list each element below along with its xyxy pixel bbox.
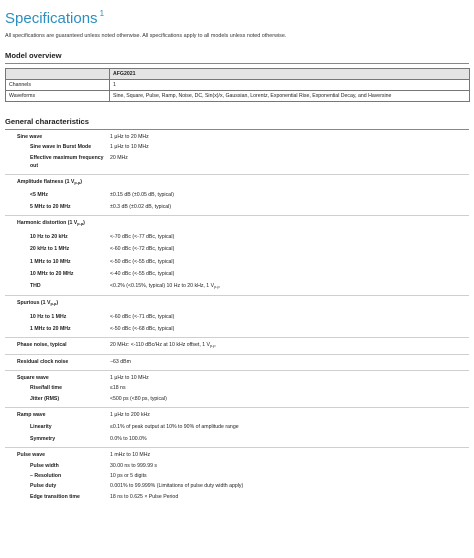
spec-label: THD bbox=[30, 283, 41, 290]
subscript: p-p bbox=[77, 222, 84, 227]
spec-row bbox=[5, 423, 469, 431]
spec-value: 0.0% to 100.0% bbox=[110, 436, 147, 443]
table-cell-label: Waveforms bbox=[6, 91, 110, 102]
table-header-blank bbox=[6, 69, 110, 80]
table-row bbox=[6, 91, 470, 102]
spec-section-title-end: ) bbox=[56, 300, 59, 307]
spec-row bbox=[5, 245, 469, 253]
spec-label: Ramp wave bbox=[17, 411, 46, 418]
spec-value bbox=[110, 341, 469, 350]
spec-value: <-50 dBc (<-55 dBc, typical) bbox=[110, 258, 175, 265]
spec-row bbox=[5, 233, 469, 241]
spec-label: 1 MHz to 10 MHz bbox=[30, 258, 71, 265]
spec-section-title-text: Harmonic distortion (1 V bbox=[17, 220, 78, 227]
spec-label: Sine wave bbox=[17, 134, 43, 140]
spec-row bbox=[5, 313, 469, 321]
model-overview-table bbox=[5, 68, 470, 102]
spec-value: <-50 dBc (<-68 dBc, typical) bbox=[110, 326, 175, 333]
spec-row bbox=[5, 143, 469, 151]
spec-row bbox=[5, 325, 469, 333]
spec-section-clock-noise bbox=[5, 355, 469, 371]
spec-value: ≤18 ns bbox=[110, 385, 126, 392]
spec-row bbox=[5, 451, 469, 459]
spec-value: ≤0.1% of peak output at 10% to 90% of amplitude range bbox=[110, 424, 239, 431]
spec-row bbox=[5, 258, 469, 266]
spec-section-ramp bbox=[5, 408, 469, 449]
spec-label: 10 MHz to 20 MHz bbox=[30, 270, 74, 277]
table-cell-value: 1 bbox=[110, 80, 470, 91]
spec-row bbox=[5, 374, 469, 382]
spec-label-line: out bbox=[30, 162, 39, 169]
spec-value: 1 μHz to 10 MHz bbox=[110, 375, 149, 382]
spec-label: 1 MHz to 20 MHz bbox=[30, 326, 71, 333]
spec-section-phase-noise bbox=[5, 338, 469, 355]
spec-section-title-text: Amplitude flatness (1 V bbox=[17, 178, 75, 185]
spec-section-square bbox=[5, 371, 469, 408]
spec-value-text: <0.2% (<0.15%, typical) 10 Hz to 20 kHz, 1 V bbox=[110, 283, 215, 290]
spec-value: 1 μHz to 200 kHz bbox=[110, 411, 150, 418]
spec-row bbox=[5, 411, 469, 419]
spec-row bbox=[5, 133, 469, 141]
spec-row bbox=[5, 270, 469, 278]
spec-value: 1 μHz to 10 MHz bbox=[110, 144, 149, 151]
spec-value-text: 20 MHz: <-110 dBc/Hz at 10 kHz offset, 1 V bbox=[110, 342, 211, 349]
spec-value: ±0.15 dB (±0.05 dB, typical) bbox=[110, 191, 174, 198]
page-title bbox=[5, 5, 469, 28]
spec-value bbox=[110, 282, 469, 291]
spec-label: Pulse wave bbox=[17, 452, 45, 459]
table-header-model: AFG2021 bbox=[110, 69, 470, 80]
spec-row bbox=[5, 435, 469, 443]
spec-value: −63 dBm bbox=[110, 359, 131, 366]
spec-label: Pulse duty bbox=[30, 483, 57, 490]
spec-section-title bbox=[5, 219, 469, 228]
spec-section-pulse bbox=[5, 448, 469, 504]
spec-row bbox=[5, 493, 469, 501]
model-overview-heading: Model overview bbox=[5, 51, 62, 60]
spec-row bbox=[5, 462, 469, 470]
page-title-text: Specifications bbox=[5, 10, 98, 27]
spec-value: 1 mHz to 10 MHz bbox=[110, 452, 151, 459]
spec-label: Symmetry bbox=[30, 436, 56, 443]
spec-label: Pulse width bbox=[30, 462, 59, 469]
spec-row bbox=[5, 358, 469, 366]
spec-row bbox=[5, 191, 469, 199]
spec-value: 0.001% to 99.999% (Limitations of pulse duty width apply) bbox=[110, 483, 244, 490]
subscript: p-p bbox=[74, 180, 81, 185]
spec-label: Square wave bbox=[17, 375, 49, 382]
spec-label: Phase noise, typical bbox=[17, 342, 67, 349]
table-cell-label: Channels bbox=[6, 80, 110, 91]
footnote-ref[interactable]: 1 bbox=[99, 9, 105, 18]
spec-label: – Resolution bbox=[30, 473, 62, 480]
spec-row bbox=[5, 282, 469, 291]
spec-value: 18 ns to 0.625 × Pulse Period bbox=[110, 493, 179, 500]
spec-label: Jitter (RMS) bbox=[30, 395, 60, 402]
spec-label: 5 MHz to 20 MHz bbox=[30, 204, 71, 211]
spec-section-title-end: ) bbox=[83, 220, 85, 227]
intro-text: All specifications are guaranteed unless noted otherwise. All specifications apply to all models unless noted otherwise. bbox=[5, 33, 287, 39]
spec-label: Sine wave in Burst Mode bbox=[30, 144, 92, 151]
spec-row bbox=[5, 154, 469, 170]
section-divider bbox=[5, 63, 469, 64]
spec-value: 30.00 ns to 999.99 s bbox=[110, 462, 158, 469]
spec-value: ±0.3 dB (±0.02 dB, typical) bbox=[110, 204, 172, 211]
spec-label: Residual clock noise bbox=[17, 359, 69, 366]
subscript: p-p bbox=[210, 344, 216, 349]
spec-section-spurious bbox=[5, 296, 469, 338]
spec-value: 10 ps or 5 digits bbox=[110, 473, 147, 480]
spec-row bbox=[5, 395, 469, 403]
spec-value: <-40 dBc (<-55 dBc, typical) bbox=[110, 270, 175, 277]
spec-section-harmonic bbox=[5, 216, 469, 296]
spec-label: <5 MHz bbox=[30, 191, 49, 198]
spec-value: <-60 dBc (<-71 dBc, typical) bbox=[110, 313, 175, 320]
spec-section-title-text: Spurious (1 V bbox=[17, 300, 51, 307]
spec-section-sine bbox=[5, 130, 469, 175]
spec-section-title-end: ) bbox=[80, 178, 83, 185]
spec-label: 20 kHz to 1 MHz bbox=[30, 246, 70, 253]
spec-value: <-60 dBc (<-72 dBc, typical) bbox=[110, 246, 175, 253]
spec-row bbox=[5, 203, 469, 211]
spec-section-flatness bbox=[5, 175, 469, 217]
spec-value: <-70 dBc (<-77 dBc, typical) bbox=[110, 233, 175, 240]
spec-section-title bbox=[5, 299, 469, 308]
spec-value: 1 μHz to 20 MHz bbox=[110, 134, 149, 140]
spec-row bbox=[5, 472, 469, 480]
spec-row bbox=[5, 482, 469, 490]
subscript: p-p bbox=[50, 302, 57, 307]
spec-value: 20 MHz bbox=[110, 154, 128, 161]
spec-label-line: Effective maximum frequency bbox=[30, 154, 104, 161]
spec-label: 10 Hz to 1 MHz bbox=[30, 313, 67, 320]
spec-label: 10 Hz to 20 kHz bbox=[30, 233, 68, 240]
spec-row bbox=[5, 384, 469, 392]
spec-label bbox=[5, 154, 110, 170]
spec-section-title bbox=[5, 178, 469, 187]
table-row bbox=[6, 80, 470, 91]
spec-label: Rise/fall time bbox=[30, 385, 63, 392]
general-characteristics-heading: General characteristics bbox=[5, 117, 90, 126]
spec-label: Linearity bbox=[30, 424, 52, 431]
spec-row bbox=[5, 341, 469, 350]
table-header-row bbox=[6, 69, 470, 80]
spec-label: Edge transition time bbox=[30, 493, 80, 500]
spec-value: <500 ps (<80 ps, typical) bbox=[110, 395, 167, 402]
table-cell-value: Sine, Square, Pulse, Ramp, Noise, DC, Sin(x)/x, Gaussian, Lorentz, Exponential Rise, Exponential Decay, and Haversine bbox=[110, 91, 470, 102]
subscript: p-p bbox=[214, 285, 220, 290]
